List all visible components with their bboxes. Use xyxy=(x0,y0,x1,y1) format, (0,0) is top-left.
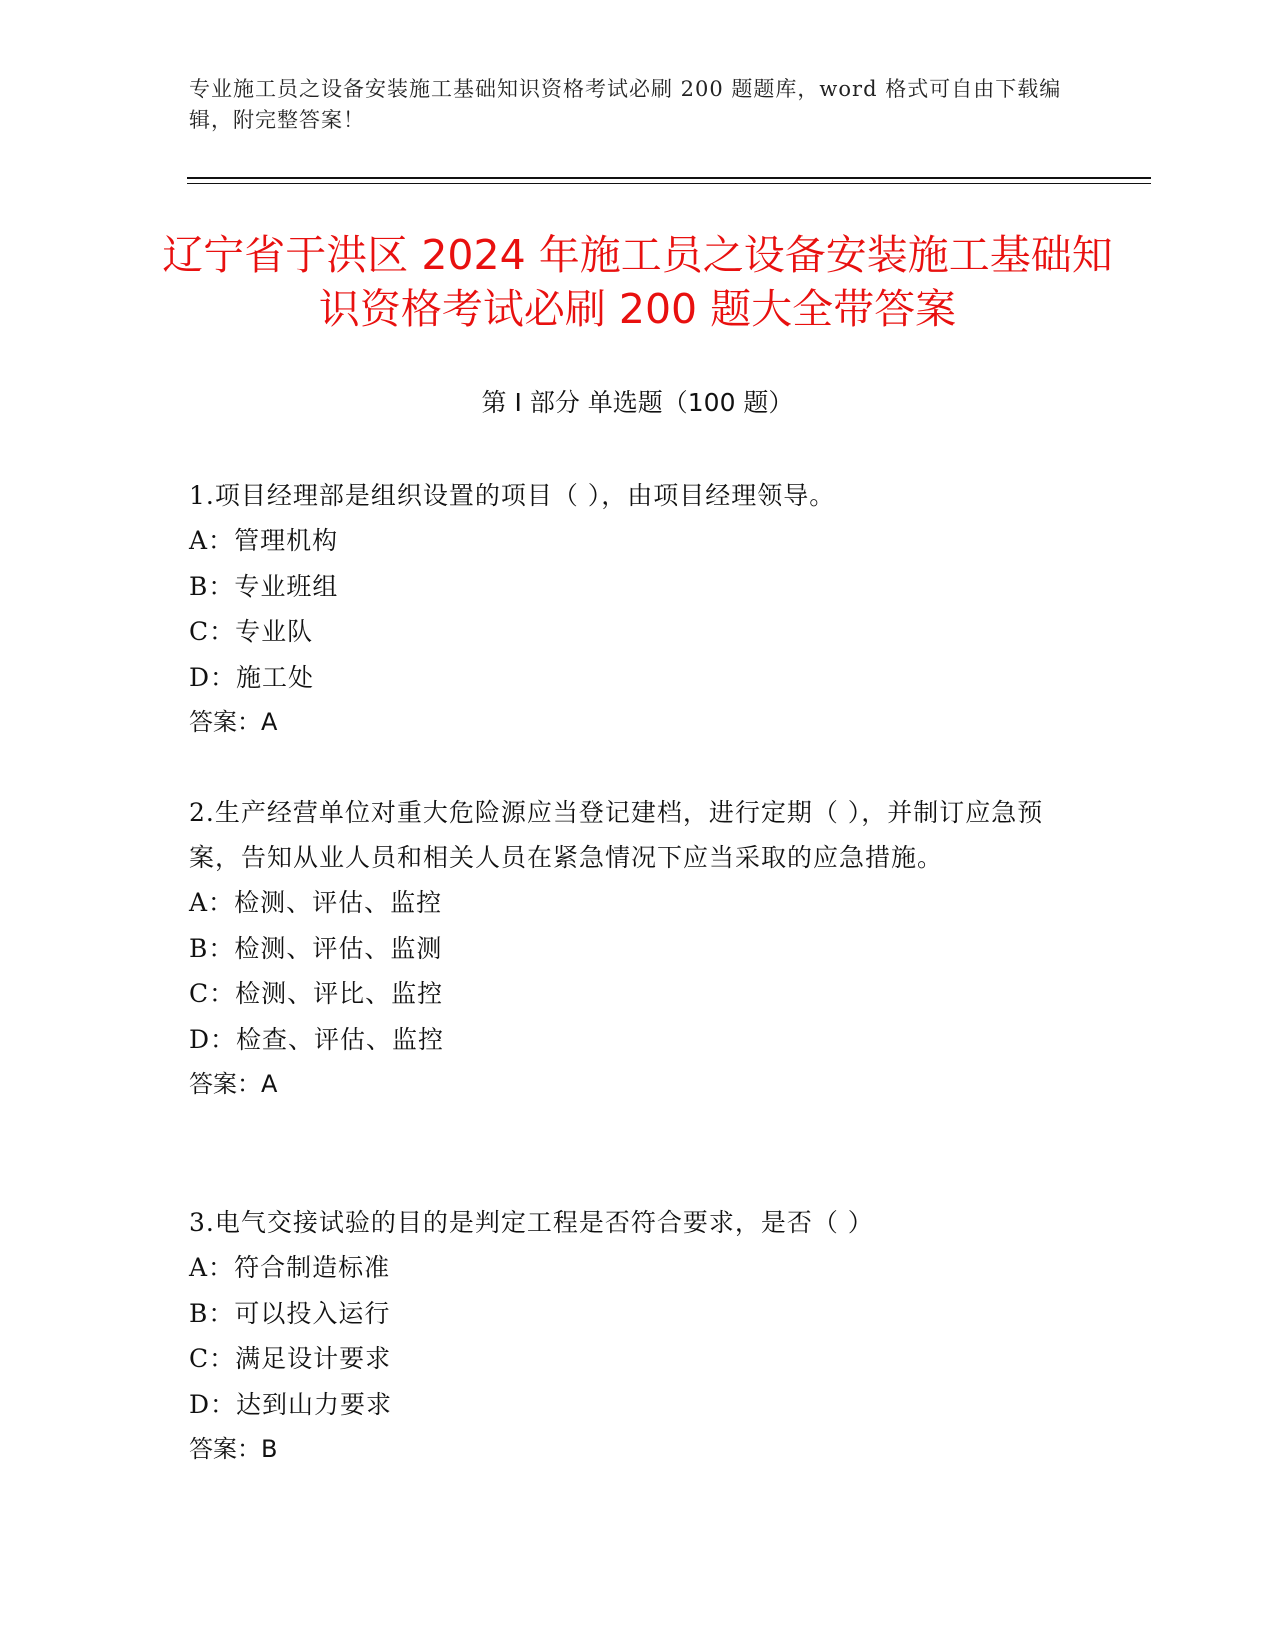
header-note: 专业施工员之设备安装施工基础知识资格考试必刷 200 题题库，word 格式可自由下载编辑，附完整答案！ xyxy=(189,77,1062,132)
option-key: C： xyxy=(189,617,236,646)
option-d xyxy=(189,1017,1089,1063)
document-title: 辽宁省于洪区 2024 年施工员之设备安装施工基础知识资格考试必刷 200 题大全带答案 xyxy=(162,231,1113,333)
option-c xyxy=(189,609,1089,655)
option-key: D： xyxy=(189,1389,237,1419)
question-2 xyxy=(189,790,1089,1107)
question-1 xyxy=(189,473,1089,745)
option-key: A： xyxy=(189,1253,235,1282)
option-d xyxy=(189,655,1089,701)
option-text: 管理机构 xyxy=(234,526,339,555)
option-key: B： xyxy=(189,933,235,963)
option-key: B： xyxy=(189,571,235,601)
option-text: 达到山力要求 xyxy=(236,1389,393,1419)
answer-value: A xyxy=(261,708,278,736)
option-text: 专业班组 xyxy=(234,571,339,601)
option-text: 检测、评估、监控 xyxy=(234,888,443,917)
option-key: B： xyxy=(189,1298,235,1328)
question-stem: 2.生产经营单位对重大危险源应当登记建档，进行定期（ ），并制订应急预案，告知从业人员和相关人员在紧急情况下应当采取的应急措施。 xyxy=(189,798,1044,872)
question-3 xyxy=(189,1200,1089,1472)
answer-label: 答案： xyxy=(189,1435,261,1463)
option-text: 检测、评估、监测 xyxy=(234,933,443,963)
option-text: 可以投入运行 xyxy=(234,1298,391,1328)
answer-value: B xyxy=(261,1435,278,1463)
answer-line xyxy=(189,1427,1089,1472)
option-key: A： xyxy=(189,526,235,555)
option-b xyxy=(189,564,1089,610)
option-text: 满足设计要求 xyxy=(235,1344,392,1373)
answer-label: 答案： xyxy=(189,708,261,736)
option-a xyxy=(189,880,1089,926)
option-d xyxy=(189,1382,1089,1428)
option-key: A： xyxy=(189,888,235,917)
option-key: D： xyxy=(189,662,237,692)
option-c xyxy=(189,971,1089,1017)
option-text: 检查、评估、监控 xyxy=(236,1024,445,1054)
header-divider-thin xyxy=(187,183,1151,184)
option-text: 符合制造标准 xyxy=(234,1253,391,1282)
option-a xyxy=(189,518,1089,564)
answer-line xyxy=(189,700,1089,745)
option-c xyxy=(189,1336,1089,1382)
question-stem: 1.项目经理部是组织设置的项目（ ），由项目经理领导。 xyxy=(189,481,836,510)
question-stem: 3.电气交接试验的目的是判定工程是否符合要求，是否（ ） xyxy=(189,1208,874,1237)
option-b xyxy=(189,926,1089,972)
option-a xyxy=(189,1245,1089,1291)
section-heading: 第 I 部分 单选题（100 题） xyxy=(481,388,794,417)
option-b xyxy=(189,1291,1089,1337)
option-key: C： xyxy=(189,979,236,1008)
header-divider-thick xyxy=(187,177,1151,179)
option-text: 检测、评比、监控 xyxy=(235,979,444,1008)
option-text: 施工处 xyxy=(236,662,315,692)
answer-line xyxy=(189,1062,1089,1107)
option-key: C： xyxy=(189,1344,236,1373)
option-text: 专业队 xyxy=(235,617,314,646)
answer-label: 答案： xyxy=(189,1070,261,1098)
option-key: D： xyxy=(189,1024,237,1054)
answer-value: A xyxy=(261,1070,278,1098)
